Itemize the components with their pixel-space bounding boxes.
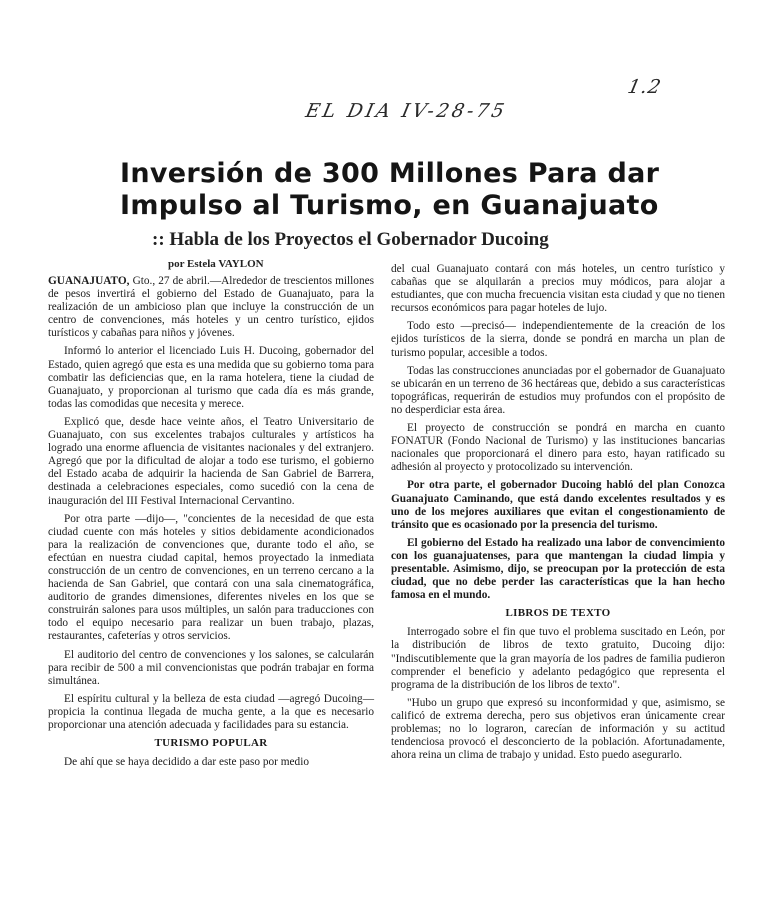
paragraph: El espíritu cultural y la belleza de esta ciudad —agregó Ducoing— propicia la continua llegada de mucha gente, a la que es necesario proporcionar una atención adecuada y facilidades para su estancia. <box>48 692 374 731</box>
handwritten-date: EL DIA IV-28-75 <box>303 100 510 122</box>
paragraph: Explicó que, desde hace veinte años, el Teatro Universitario de Guanajuato, con sus excelentes trabajos culturales y artísticos ha logrado una enorme afluencia de visitantes nacionales y del extranjero. Agregó que por la dificultad de alojar a todo ese turismo, el gobierno del Estado acaba de adquirir la hacienda de San Gabriel de Barrera, destinada a celebraciones especiales, como sucedió con la cena de inauguración del III Festival Internacional Cervantino. <box>48 415 374 507</box>
right-column <box>391 263 725 767</box>
paragraph: GUANAJUATO, Gto., 27 de abril.—Alrededor de trescientos millones de pesos invertirá el gobierno del Estado de Guanajuato, para la realización de un ambicioso plan que incluye la construcción de un centro de convenciones, más hoteles y un centro turístico, ejidos turísticos y cabañas para niños y jóvenes. <box>48 275 375 340</box>
paragraph: "Hubo un grupo que expresó su inconformidad y que, asimismo, se calificó de extrema derecha, pero sus objetivos eran únicamente crear problemas; no lo lograron, carecían de información y su actitud tendenciosa provocó el desconcierto de la población. Afortunadamente, ahora reina un clima de trabajo y unidad. Esto puedo asegurarlo. <box>391 696 725 762</box>
subhead-libros-de-texto: LIBROS DE TEXTO <box>505 607 611 620</box>
paragraph-highlighted: Por otra parte, el gobernador Ducoing habló del plan Conozca Guanajuato Caminando, que está dando excelentes resultados y es uno de los mejores auxiliares que evitan el congestionamiento de tránsito que es ocasionado por la presencia del turismo. <box>391 479 725 531</box>
dateline: GUANAJUATO, <box>48 275 130 287</box>
paragraph: Interrogado sobre el fin que tuvo el problema suscitado en León, por la distribución de libros de texto gratuito, Ducoing dijo: "Indiscutiblemente que la gran mayoría de los padres de familia pudieron comprender el beneficio y adelanto pedagógico que representa el programa de la distribución de los libros de texto". <box>391 626 725 691</box>
handwritten-page-number: 1.2 <box>625 76 664 98</box>
byline: por Estela VAYLON <box>168 258 264 270</box>
subhead-turismo-popular: TURISMO POPULAR <box>154 737 268 750</box>
paragraph: Todo esto —precisó— independientemente de la creación de los ejidos turísticos de la sierra, donde se pondrá en marcha un plan de turismo popular, accesible a todos. <box>391 320 725 359</box>
paragraph: De ahí que se haya decidido a dar este paso por medio <box>64 756 309 769</box>
paragraph: El auditorio del centro de convenciones y los salones, se calcularán para recibir de 500 a mil convencionistas que podrán trabajar en forma simultánea. <box>48 648 374 687</box>
headline-line-2: Impulso al Turismo, en Guanajuato <box>120 190 659 221</box>
headline <box>120 158 660 222</box>
headline-line-1: Inversión de 300 Millones Para dar <box>120 158 660 189</box>
deck: :: Habla de los Proyectos el Gobernador Ducoing <box>152 229 549 250</box>
paragraph-highlighted: El gobierno del Estado ha realizado una labor de convencimiento con los guanajuatenses, para que mantengan la ciudad limpia y presentable. Asimismo, dijo, se preocupan por la protección de esta ciudad, que no debe perder las características que la han hecho famosa en el mundo. <box>391 536 725 602</box>
paragraph: Por otra parte —dijo—, "concientes de la necesidad de que esta ciudad cuente con más hoteles y sitios debidamente acondicionados para la realización de convenciones que, durante todo el año, se efectúan en nuestra ciudad capital, hemos proyectado la inmediata construcción de un centro de convenciones, en un terreno cercano a la hacienda de San Gabriel, que contará con una sala cinematográfica, auditorio de grandes dimensiones, diferentes niveles en los que se construirán salones para usos múltiples, un salón para traducciones con todo el equipo necesario para realizar un buen trabajo, plazas, restaurantes, cafeterías y otros servicios. <box>48 512 374 643</box>
paragraph: Informó lo anterior el licenciado Luis H. Ducoing, gobernador del Estado, quien agregó que esta es una medida que su gobierno toma para combatir las deficiencias que, en la rama hotelera, tiene la ciudad de Guanajuato, y proporcionan al turismo que cada día es más grande, todas las comodidas que necesita y merece. <box>48 345 374 410</box>
left-column <box>48 275 374 774</box>
paragraph: Todas las construcciones anunciadas por el gobernador de Guanajuato se ubicarán en un terreno de 36 hectáreas que, debido a sus características topográficas, requerirán de estudios muy profundos con el propósito de no desperdiciar esta área. <box>391 364 725 416</box>
paragraph: del cual Guanajuato contará con más hoteles, un centro turístico y cabañas que se alquilarán a precios muy módicos, para alojar a estudiantes, que con mucha frecuencia visitan esta ciudad y que no tienen recursos económicos para pagar hoteles de lujo. <box>391 263 725 315</box>
paragraph: El proyecto de construcción se pondrá en marcha en cuanto FONATUR (Fondo Nacional de Turismo) y las instituciones bancarias nacionales que proporcionará el dinero para esto, hayan ratificado su adhesión al proyecto y protocolizado su intervención. <box>391 422 725 474</box>
